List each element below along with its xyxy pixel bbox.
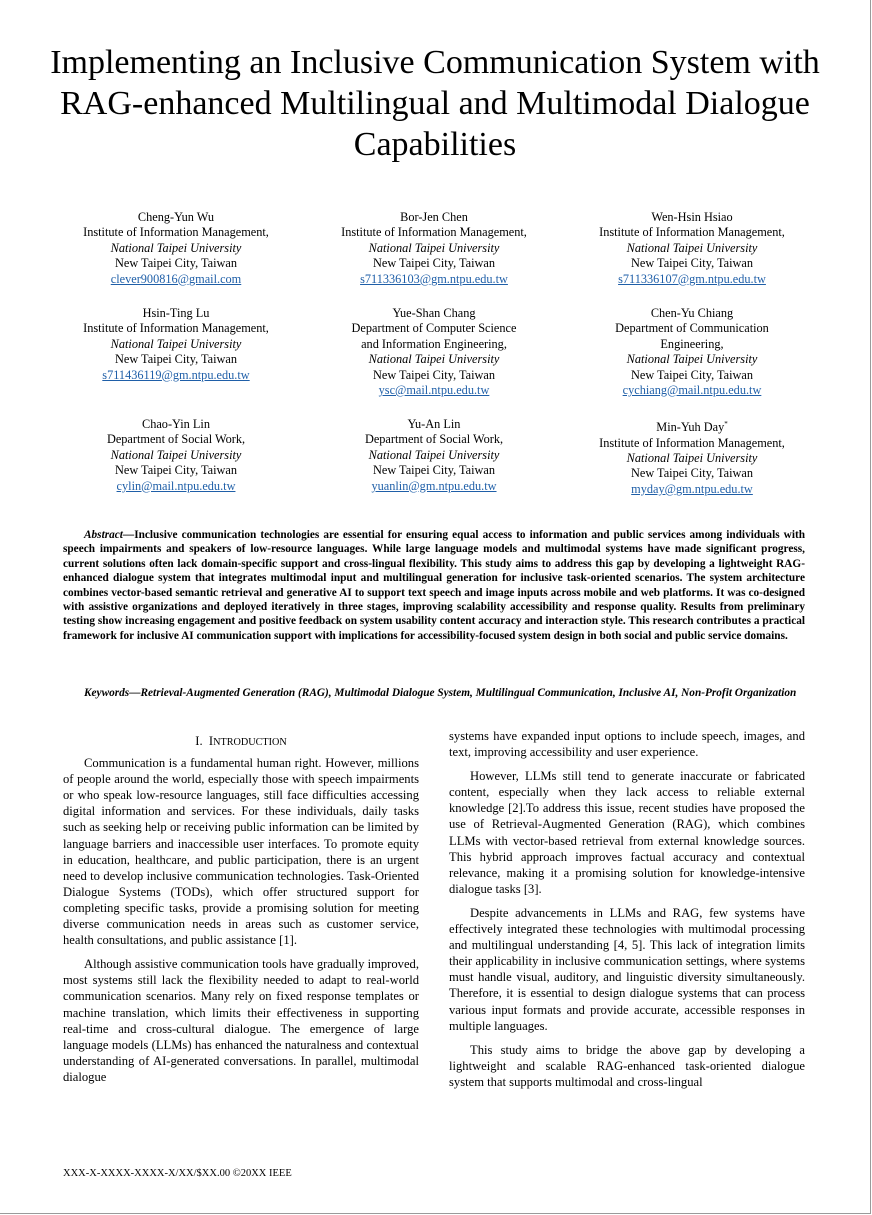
author-card — [47, 210, 305, 287]
author-department: Institute of Information Management, — [341, 225, 527, 240]
author-university: National Taipei University — [626, 240, 758, 255]
author-university: National Taipei University — [110, 336, 242, 351]
section-title-initial: I — [208, 734, 214, 748]
author-university: National Taipei University — [626, 352, 758, 367]
author-department: Department of Communication — [615, 321, 769, 336]
author-city: New Taipei City, Taiwan — [372, 463, 496, 478]
author-city: New Taipei City, Taiwan — [114, 256, 238, 271]
author-name: Hsin-Ting Lu — [142, 306, 210, 320]
author-email-link[interactable]: cychiang@mail.ntpu.edu.tw — [622, 383, 762, 398]
author-email-link[interactable]: s711436119@gm.ntpu.edu.tw — [102, 367, 250, 382]
author-department: Engineering, — [660, 336, 724, 351]
author-email-link[interactable]: myday@gm.ntpu.edu.tw — [631, 481, 753, 496]
author-name: Yu-An Lin — [407, 417, 461, 431]
author-card — [47, 417, 305, 494]
author-university: National Taipei University — [368, 352, 500, 367]
author-university: National Taipei University — [368, 447, 500, 462]
author-city: New Taipei City, Taiwan — [372, 367, 496, 382]
author-city: New Taipei City, Taiwan — [630, 256, 754, 271]
author-city: New Taipei City, Taiwan — [372, 256, 496, 271]
author-email-link[interactable]: cylin@mail.ntpu.edu.tw — [116, 478, 236, 493]
author-name: Chen-Yu Chiang — [650, 306, 734, 320]
author-university: National Taipei University — [110, 240, 242, 255]
author-name: Chao-Yin Lin — [142, 417, 210, 431]
author-name: Wen-Hsin Hsiao — [651, 210, 733, 224]
section-title-rest: NTRODUCTION — [213, 737, 287, 748]
keywords — [63, 686, 805, 700]
author-name: Yue-Shan Chang — [392, 306, 476, 320]
author-name-text: Min-Yuh Day — [656, 420, 725, 435]
author-department: Department of Computer Science — [351, 321, 517, 336]
author-email-link[interactable]: clever900816@gmail.com — [110, 271, 242, 286]
author-card — [305, 210, 563, 287]
section-heading — [63, 733, 419, 751]
abstract-label: Abstract— — [84, 529, 135, 541]
author-department: Institute of Information Management, — [83, 321, 269, 336]
author-name — [563, 417, 821, 436]
author-university: National Taipei University — [110, 447, 242, 462]
author-department: Institute of Information Management, — [83, 225, 269, 240]
author-university: National Taipei University — [626, 450, 758, 465]
author-email-link[interactable]: yuanlin@gm.ntpu.edu.tw — [371, 478, 497, 493]
author-department: and Information Engineering, — [361, 336, 507, 351]
author-card — [563, 306, 821, 398]
author-university: National Taipei University — [368, 240, 500, 255]
author-card — [563, 417, 821, 497]
author-name: Cheng-Yun Wu — [137, 210, 215, 224]
author-city: New Taipei City, Taiwan — [630, 466, 754, 481]
keywords-label: Keywords— — [84, 687, 141, 699]
body-paragraph-continuation: systems have expanded input options to include speech, images, and text, improving accessibility and user experience. — [449, 729, 805, 760]
author-department: Institute of Information Management, — [599, 435, 785, 450]
author-city: New Taipei City, Taiwan — [630, 367, 754, 382]
author-department: Department of Social Work, — [106, 432, 246, 447]
author-card — [47, 306, 305, 383]
body-paragraph: However, LLMs still tend to generate inaccurate or fabricated content, especially when they lack access to reliable external knowledge [2].To address this issue, recent studies have proposed the use of Retrieval-Augmented Generation (RAG), which combines LLMs with vector-based retrieval from external knowledge sources. This hybrid approach improves factual accuracy and contextual relevance, making it a promising solution for knowledge-intensive dialogue tasks [3]. — [449, 769, 805, 896]
author-email-link[interactable]: s711336107@gm.ntpu.edu.tw — [618, 271, 766, 286]
left-column — [63, 728, 419, 1093]
author-email-link[interactable]: s711336103@gm.ntpu.edu.tw — [360, 271, 508, 286]
section-number: I. — [195, 734, 203, 748]
author-name: Bor-Jen Chen — [400, 210, 468, 224]
keywords-text: Retrieval-Augmented Generation (RAG), Multimodal Dialogue System, Multilingual Communication, Inclusive AI, Non-Profit Organization — [140, 687, 797, 699]
abstract — [63, 528, 805, 643]
corresponding-author-mark: * — [724, 420, 728, 428]
body-paragraph: This study aims to bridge the above gap by developing a lightweight and scalable RAG-enhanced task-oriented dialogue system that supports multimodal and cross-lingual — [449, 1042, 805, 1089]
author-email-link[interactable]: ysc@mail.ntpu.edu.tw — [378, 383, 490, 398]
author-city: New Taipei City, Taiwan — [114, 352, 238, 367]
author-department: Department of Social Work, — [364, 432, 504, 447]
copyright-footer: XXX-X-XXXX-XXXX-X/XX/$XX.00 ©20XX IEEE — [63, 1168, 292, 1179]
author-card — [305, 306, 563, 398]
body-paragraph: Although assistive communication tools have gradually improved, most systems still lack the flexibility needed to adapt to real-world communication scenarios. Many rely on fixed response templates or machine translation, which limits their effectiveness in supporting real-time and cross-cultural dialogue. The emergence of large language models (LLMs) has enhanced the naturalness and contextual understanding of AI-generated conversations. In parallel, multimodal dialogue — [63, 957, 419, 1084]
paper-title: Implementing an Inclusive Communication System with RAG-enhanced Multilingual and Multimodal Dialogue Capabilities — [50, 44, 820, 163]
body-paragraph: Communication is a fundamental human right. However, millions of people around the world, especially those with speech impairments or who speak low-resource languages, still face difficulties accessing digital information and services. For these individuals, daily tasks such as seeking help or receiving public information can be limited by language barriers and inaccessible user interfaces. To promote equity in education, healthcare, and public participation, there is an urgent need to develop inclusive communication technologies. Task-Oriented Dialogue Systems (TODs), which offer structured support for completing specific tasks, provide a promising solution for meeting diverse communication needs in areas such as customer service, health consultations, and public assistance [1]. — [63, 756, 419, 948]
author-city: New Taipei City, Taiwan — [114, 463, 238, 478]
author-department: Institute of Information Management, — [599, 225, 785, 240]
right-column — [449, 728, 805, 1098]
author-card — [305, 417, 563, 494]
body-paragraph: Despite advancements in LLMs and RAG, few systems have effectively integrated these technologies with multimodal processing and multilingual understanding [4, 5]. This lack of integration limits their applicability in inclusive communication settings, where systems must handle visual, auditory, and linguistic diversity simultaneously. Therefore, it is essential to design dialogue systems that can process various input formats and provide accurate, accessible responses in multiple languages. — [449, 905, 805, 1033]
author-card — [563, 210, 821, 287]
abstract-text: Inclusive communication technologies are essential for ensuring equal access to information and public services among individuals with speech impairments and speakers of low-resource languages. While large language models and multimodal systems have made significant progress, current solutions often lack domain-specific support and cross-lingual flexibility. This study aims to address this gap by developing a lightweight RAG-enhanced dialogue system that integrates multimodal input and multilingual generation for inclusive task-oriented scenarios. The system architecture combines vector-based semantic retrieval and generative AI to support text speech and image inputs across mobile and web platforms. It was co-designed with assistive organizations and deployed iteratively in three stages, improving scalability accessibility and response quality. Results from preliminary testing show increasing engagement and positive feedback on system usability content accuracy and interaction style. This research contributes a practical framework for inclusive AI communication support with implications for accessibility-focused system design in both social and public service domains. — [63, 529, 805, 642]
